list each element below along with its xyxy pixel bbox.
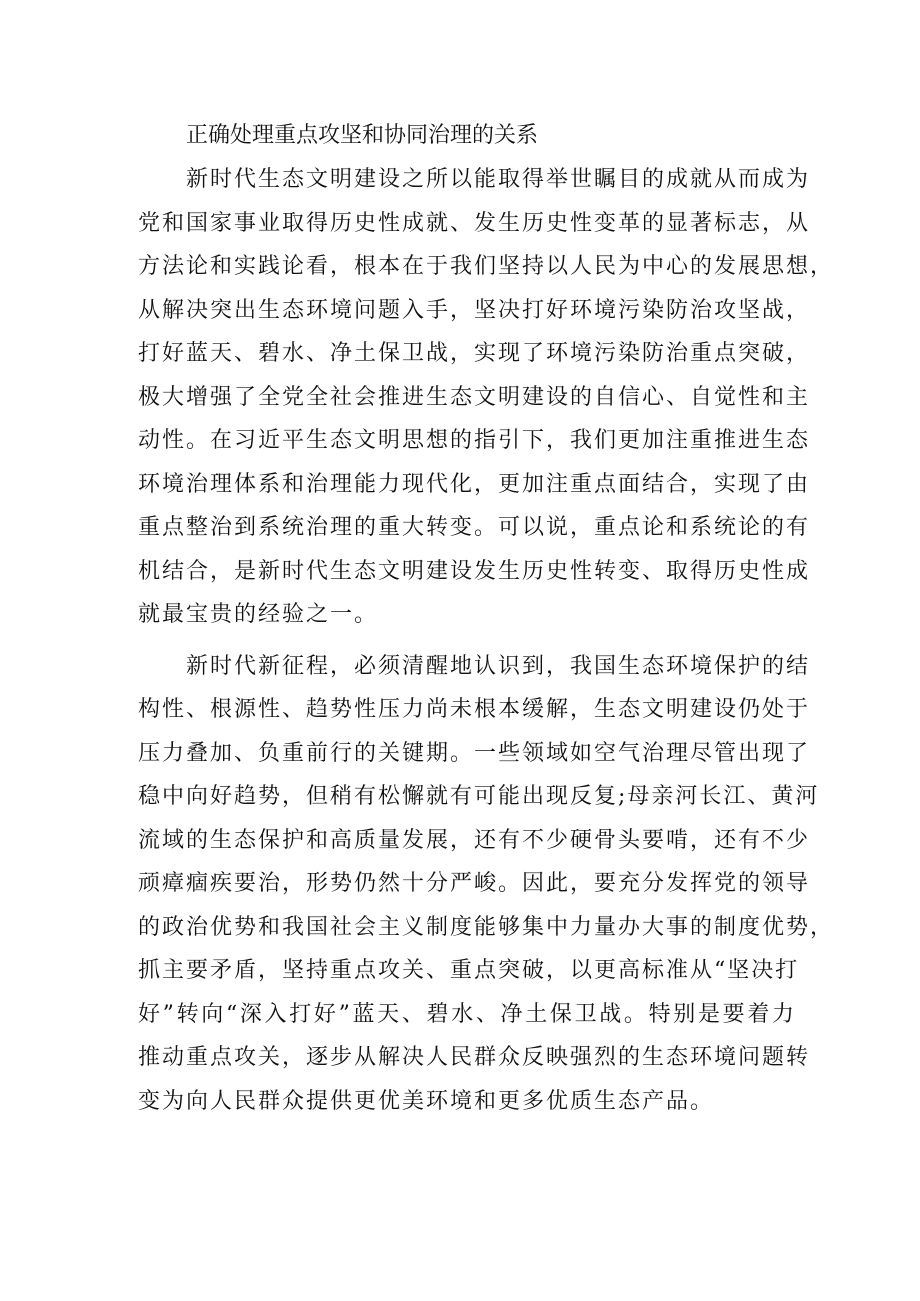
paragraph-line: 推动重点攻关，逐步从解决人民群众反映强烈的生态环境问题转 — [138, 1045, 811, 1070]
paragraph-line: 就最宝贵的经验之一。 — [138, 602, 379, 627]
paragraph-gap — [138, 637, 796, 645]
paragraph-line: 环境治理体系和治理能力现代化，更加注重点面结合，实现了由 — [138, 471, 811, 497]
paragraph-line: 动性。在习近平生态文明思想的指引下，我们更加注重推进生态 — [138, 428, 811, 453]
paragraph-line: 党和国家事业取得历史性成就、发生历史性变革的显著标志，从 — [138, 210, 811, 236]
document-body — [138, 158, 835, 1123]
paragraph-line: 变为向人民群众提供更优美环境和更多优质生态产品。 — [138, 1088, 715, 1114]
paragraph-line: 稳中向好趋势，但稍有松懈就有可能出现反复;母亲河长江、黄河 — [138, 784, 820, 809]
paragraph-line: 抓主要矛盾，坚持重点攻关、重点突破，以更高标准从“坚决打 — [138, 958, 800, 983]
paragraph-line: 流域的生态保护和高质量发展，还有不少硬骨头要啃，还有不少 — [138, 827, 811, 853]
paragraph-1 — [138, 158, 835, 637]
paragraph-2 — [138, 645, 835, 1124]
paragraph-line: 机结合，是新时代生态文明建设发生历史性转变、取得历史性成 — [138, 558, 811, 584]
paragraph-line: 构性、根源性、趋势性压力尚未根本缓解，生态文明建设仍处于 — [138, 697, 811, 722]
paragraph-line: 好”转向“深入打好”蓝天、碧水、净土保卫战。特别是要着力 — [138, 1001, 796, 1027]
paragraph-line: 打好蓝天、碧水、净土保卫战，实现了环境污染防治重点突破， — [138, 341, 811, 366]
paragraph-line: 重点整治到系统治理的重大转变。可以说，重点论和系统论的有 — [138, 515, 811, 540]
paragraph-line: 极大增强了全党全社会推进生态文明建设的自信心、自觉性和主 — [138, 384, 811, 410]
paragraph-line: 方法论和实践论看，根本在于我们坚持以人民为中心的发展思想， — [138, 254, 835, 279]
paragraph-line: 新时代新征程，必须清醒地认识到，我国生态环境保护的结 — [186, 653, 811, 679]
paragraph-line: 压力叠加、负重前行的关键期。一些领域如空气治理尽管出现了 — [138, 740, 811, 766]
paragraph-line: 顽瘴痼疾要治，形势仍然十分严峻。因此，要充分发挥党的领导 — [138, 871, 811, 896]
paragraph-line: 的政治优势和我国社会主义制度能够集中力量办大事的制度优势， — [138, 914, 835, 940]
paragraph-line: 新时代生态文明建设之所以能取得举世瞩目的成就从而成为 — [186, 167, 811, 192]
paragraph-line: 从解决突出生态环境问题入手，坚决打好环境污染防治攻坚战， — [138, 297, 811, 323]
document-title: 正确处理重点攻坚和协同治理的关系 — [186, 123, 539, 148]
